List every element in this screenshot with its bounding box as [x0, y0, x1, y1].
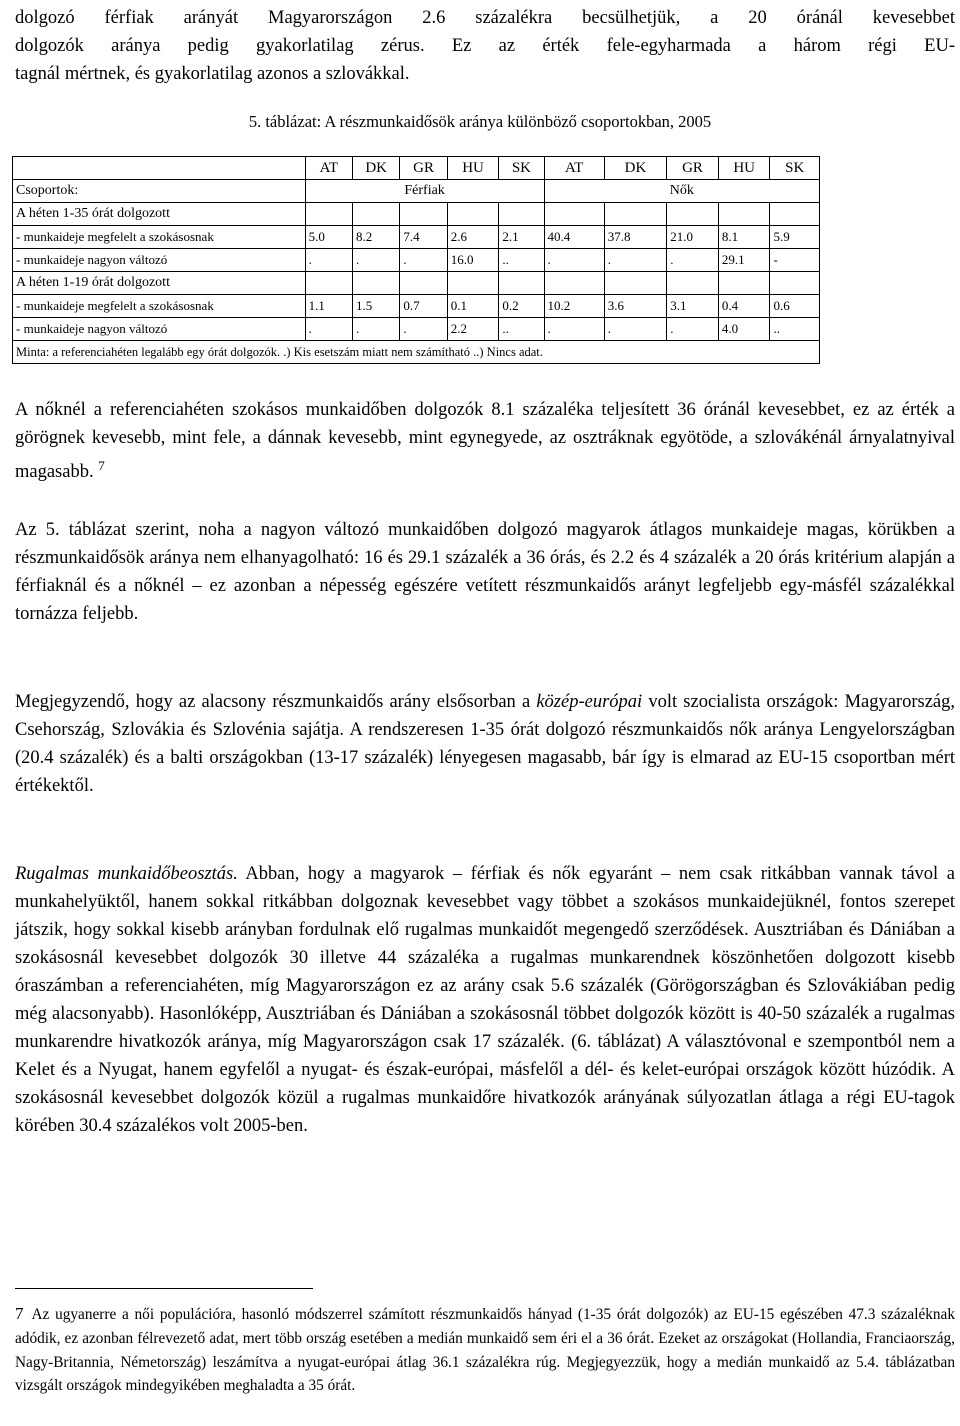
footnote-text: Az ugyanerre a női populációra, hasonló módszerrel számított részmunkaidős hányad (1-35 órát dolgozók) az EU-15 egészében 47.3 százaléknak adódik, ez azonban félrevezető adat, mert több ország esetében a medián munkaidő sem éri el a 36 órát. Ezeket az országokat (Hollandia, Franciaország, Nagy-Britannia, Németország) leszámítva a nyugat-európai átlag 36.1 százalékra rúg. Megjegyezzük, hogy a medián munkaidő az 5.4. táblázatban vizsgált országok mindegyikében meghaladta a 35 órát. [15, 1306, 955, 1395]
table-cell [400, 272, 447, 295]
table-cell: . [604, 249, 666, 272]
table-cell: .. [499, 249, 544, 272]
table-cell: . [544, 318, 604, 341]
paragraph-4-text: Abban, hogy a magyarok – férfiak és nők egyaránt – nem csak ritkábban vannak távol a munkahelyüktől, hanem sokkal ritkábban dolgoznak kevesebbet vagy többet a szokásos munkaidejüknél, fontos szerepet játszik, hogy sokkal kisebb arányban fordulnak elő rugalmas munkaidőt megengedő szerződések. Ausztriában és Dániában a szokásosnál kevesebbet dolgozók 30 illetve 44 százaléka a rugalmas munkarendnek köszönhetően dolgozott kisebb óraszámban a referenciahéten, míg Magyarországon ez az arány csak 5.6 százalék (Görögországban és Szlovákiában pedig még alacsonyabb). Hasonlóképp, Ausztriában és Dániában a szokásosnál többet dolgozók között is 40-50 százalék a rugalmas munkarendre hivatkozók aránya, míg Magyarországon csak 17 százalék. (6. táblázat) A választóvonal e szempontból nem a Kelet és a Nyugat, hanem egyfelől a nyugat- és észak-európai, másfelől a dél- és kelet-európai országok között húzódik. A szokásosnál kevesebbet dolgozók közül a rugalmas munkaidőre hivatkozók arányának súlyozatlan átlaga a régi EU-tagok körében 30.4 százalékos volt 2005-ben. [15, 864, 955, 1136]
table-cell: 4.0 [718, 318, 770, 341]
table-note: Minta: a referenciahéten legalább egy órát dolgozók. .) Kis esetszám miatt nem számítható ..) Nincs adat. [13, 341, 820, 364]
female-group-label: Nők [544, 180, 819, 203]
table-cell [667, 203, 719, 226]
table-cell: 21.0 [667, 226, 719, 249]
table-cell [305, 272, 352, 295]
row-label: - munkaideje nagyon változó [13, 249, 306, 272]
table-cell: . [544, 249, 604, 272]
table-caption: 5. táblázat: A részmunkaidősök aránya különböző csoportokban, 2005 [248, 112, 712, 131]
intro-paragraph [15, 4, 955, 88]
table-cell: 0.6 [770, 295, 820, 318]
country-header: DK [604, 157, 666, 180]
part-time-table [12, 156, 820, 364]
table-cell [770, 203, 820, 226]
table-cell [544, 272, 604, 295]
intro-line-1: dolgozó férfiak arányát Magyarországon 2.6 százalékra becsülhetjük, a 20 óránál kevesebbet [15, 8, 955, 28]
table-cell [604, 203, 666, 226]
paragraph-3 [15, 688, 955, 800]
table-cell: 3.1 [667, 295, 719, 318]
country-header: HU [718, 157, 770, 180]
table-cell: . [667, 318, 719, 341]
intro-line-2: dolgozók aránya pedig gyakorlatilag zérus. Ez az érték fele-egyharmada a három régi EU- [15, 36, 955, 56]
table-corner-cell [13, 157, 306, 180]
male-group-label: Férfiak [305, 180, 544, 203]
table-cell: 0.7 [400, 295, 447, 318]
groups-label: Csoportok: [13, 180, 306, 203]
paragraph-1 [15, 396, 955, 486]
country-header: DK [353, 157, 400, 180]
row-label: - munkaideje megfelelt a szokásosnak [13, 226, 306, 249]
section-heading-italic: Rugalmas munkaidőbeosztás. [15, 864, 238, 884]
table-note-row [13, 341, 820, 364]
table-row [13, 226, 820, 249]
table-cell: 40.4 [544, 226, 604, 249]
table-cell: 2.2 [447, 318, 499, 341]
table-cell: - [770, 249, 820, 272]
table-cell: 16.0 [447, 249, 499, 272]
table-cell [667, 272, 719, 295]
paragraph-3-text-b: volt szocialista országok: Magyarország, Csehország, Szlovákia és Szlovénia sajátja. A rendszeresen 1-35 órát dolgozó részmunkaidős nők aránya Lengyelországban (20.4 százalék) és a balti országokban (13-17 százalék) lényegesen magasabb, bár így is elmarad az EU-15 csoportban mért értékektől. [15, 692, 956, 796]
table-cell: 0.4 [718, 295, 770, 318]
country-header: AT [544, 157, 604, 180]
table-cell: 5.0 [305, 226, 352, 249]
table-cell: . [667, 249, 719, 272]
footnote [15, 1302, 955, 1398]
table-cell: 29.1 [718, 249, 770, 272]
row-label: A héten 1-19 órát dolgozott [13, 272, 306, 295]
country-header: HU [447, 157, 499, 180]
paragraph-4 [15, 860, 955, 1140]
table-cell [305, 203, 352, 226]
table-cell: 0.2 [499, 295, 544, 318]
table-cell: 2.1 [499, 226, 544, 249]
table-cell: 8.2 [353, 226, 400, 249]
table-cell [499, 272, 544, 295]
intro-line-3: tagnál mértnek, és gyakorlatilag azonos a szlovákkal. [15, 64, 410, 84]
paragraph-3-text-a: Megjegyzendő, hogy az alacsony részmunkaidős arány elsősorban a [15, 692, 537, 712]
table-cell: 1.5 [353, 295, 400, 318]
country-header: SK [499, 157, 544, 180]
table-cell: . [353, 249, 400, 272]
table-row [13, 249, 820, 272]
country-header: AT [305, 157, 352, 180]
footnote-mark: 7 [15, 1304, 24, 1323]
footnote-divider [15, 1288, 313, 1289]
table-cell [400, 203, 447, 226]
paragraph-1-text: A nőknél a referenciahéten szokásos munkaidőben dolgozók 8.1 százaléka teljesített 36 óránál kevesebbet, ez az érték a görögnek kevesebb, mint fele, a dánnak kevesebb, mint egynegyede, az osztráknak egyötöde, a szlovákénál árnyalatnyival magasabb. [15, 400, 955, 482]
table-cell: . [604, 318, 666, 341]
table-cell [718, 272, 770, 295]
footnote-reference[interactable]: 7 [98, 458, 105, 473]
row-label: - munkaideje megfelelt a szokásosnak [13, 295, 306, 318]
table-row [13, 203, 820, 226]
table-cell: 0.1 [447, 295, 499, 318]
country-header: GR [667, 157, 719, 180]
table-row [13, 295, 820, 318]
table-cell: 37.8 [604, 226, 666, 249]
table-cell: 1.1 [305, 295, 352, 318]
table-group-row [13, 180, 820, 203]
table-cell [718, 203, 770, 226]
paragraph-2: Az 5. táblázat szerint, noha a nagyon változó munkaidőben dolgozó magyarok átlagos munkaideje magas, körükben a részmunkaidősök aránya nem elhanyagolható: 16 és 29.1 százalék a 36 órás, és 2.2 és 4 százalék a 20 órás kritérium alapján a férfiaknál és a nőknél – ez azonban a népesség egészére vetített részmunkaidős arányt legfeljebb egy-másfél százalékkal tornázza feljebb. [15, 520, 955, 624]
table-cell: . [305, 249, 352, 272]
table-cell: 5.9 [770, 226, 820, 249]
table-cell: . [400, 318, 447, 341]
table-cell: . [305, 318, 352, 341]
table-cell: 2.6 [447, 226, 499, 249]
table-cell: 8.1 [718, 226, 770, 249]
table-cell [353, 203, 400, 226]
table-cell [604, 272, 666, 295]
country-header: SK [770, 157, 820, 180]
table-cell [499, 203, 544, 226]
row-label: - munkaideje nagyon változó [13, 318, 306, 341]
table-header-row [13, 157, 820, 180]
table-cell: 10.2 [544, 295, 604, 318]
table-cell [544, 203, 604, 226]
table-cell: . [353, 318, 400, 341]
table-cell: 7.4 [400, 226, 447, 249]
table-row [13, 318, 820, 341]
table-row [13, 272, 820, 295]
country-header: GR [400, 157, 447, 180]
table-cell: .. [499, 318, 544, 341]
table-cell [353, 272, 400, 295]
table-cell: . [400, 249, 447, 272]
row-label: A héten 1-35 órát dolgozott [13, 203, 306, 226]
table-cell: 3.6 [604, 295, 666, 318]
table-cell: .. [770, 318, 820, 341]
paragraph-3-italic: közép-európai [536, 692, 643, 712]
table-cell [770, 272, 820, 295]
table-cell [447, 203, 499, 226]
table-cell [447, 272, 499, 295]
